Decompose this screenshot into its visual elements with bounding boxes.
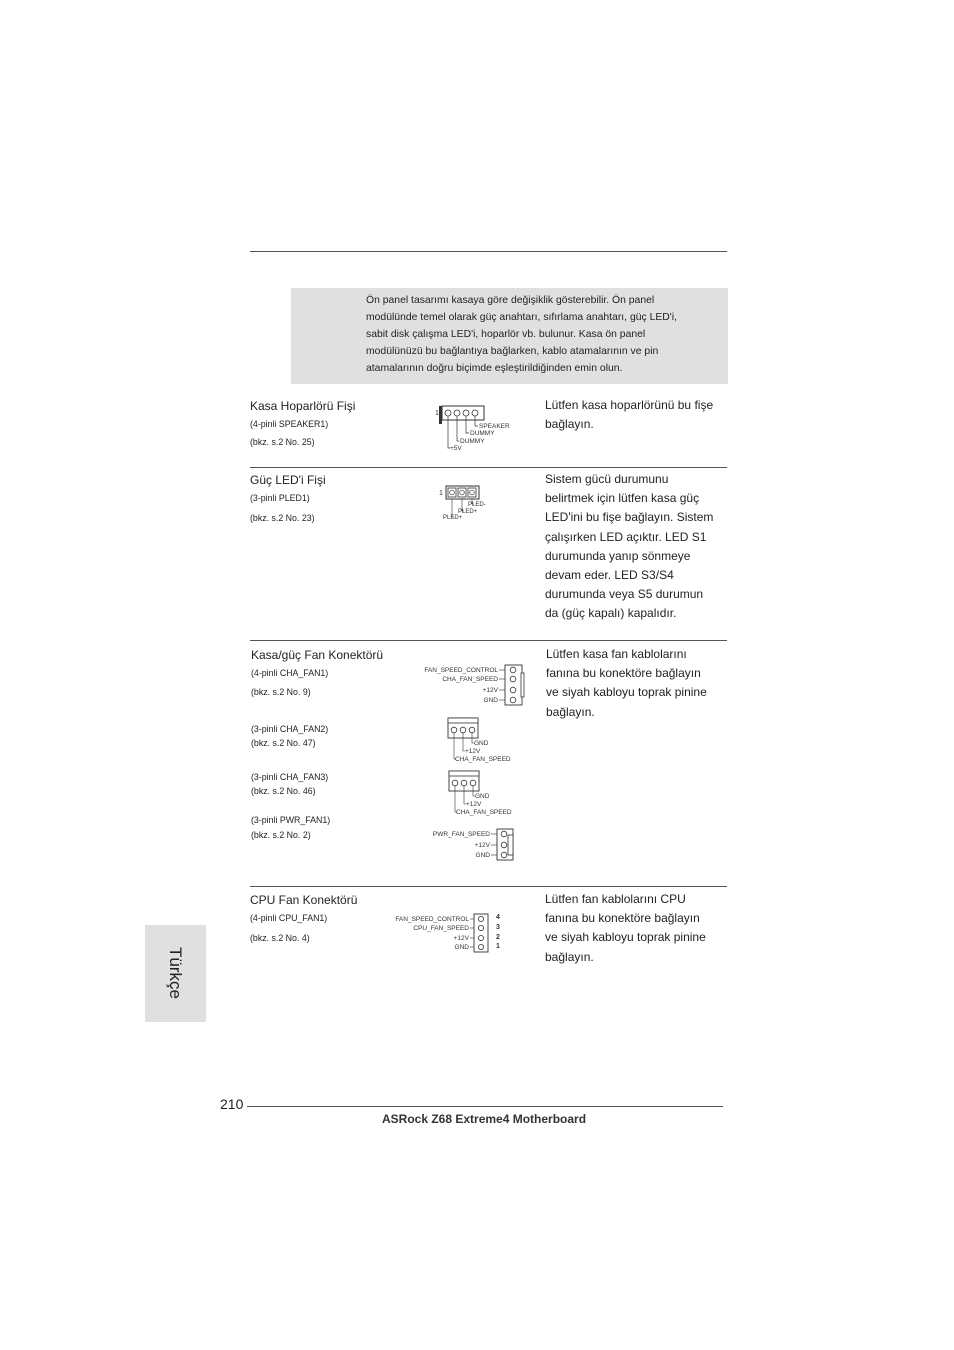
- pwrfan-pins: (3-pinli PWR_FAN1): [251, 815, 331, 825]
- pled-title: Güç LED'i Fişi: [250, 473, 326, 487]
- cpufan-desc: [545, 890, 706, 967]
- cpufan-ref: (bkz. s.2 No. 4): [250, 933, 310, 943]
- fan-header-key: [521, 673, 524, 697]
- fan-header: [474, 914, 488, 952]
- fan-header: [505, 665, 522, 705]
- pin-number: 4: [496, 914, 500, 921]
- pled-pin1-label: 1: [439, 490, 443, 497]
- top-rule: [250, 251, 727, 252]
- pled-pins: (3-pinli PLED1): [250, 493, 310, 503]
- pin-label: PLED+: [458, 509, 478, 515]
- section-rule: [250, 467, 727, 468]
- pin-label: CHA_FAN_SPEED: [442, 676, 498, 683]
- pled-desc: [545, 470, 713, 624]
- note-line: modülünde temel olarak güç anahtarı, sıfırlama anahtarı, güç LED'i,: [366, 311, 677, 323]
- pin-label: +5V: [450, 445, 462, 452]
- footer-product: ASRock Z68 Extreme4 Motherboard: [382, 1112, 587, 1126]
- speaker-ref: (bkz. s.2 No. 25): [250, 437, 315, 447]
- pin-label: SPEAKER: [479, 423, 510, 430]
- pled-desc-line: çalışırken LED açıktır. LED S1: [545, 529, 707, 544]
- pled-desc-line: devam eder. LED S3/S4: [545, 568, 674, 583]
- speaker-title: Kasa Hoparlörü Fişi: [250, 399, 356, 413]
- cpufan-connector-diagram: [385, 910, 510, 954]
- chafan3-ref: (bkz. s.2 No. 46): [251, 786, 316, 796]
- cpufan-desc-line: ve siyah kabloyu toprak pinine: [545, 930, 706, 945]
- pin-label: CHA_FAN_SPEED: [455, 756, 511, 763]
- chafan-desc-line: fanına bu konektöre bağlayın: [546, 666, 701, 681]
- lead-line: [448, 416, 450, 448]
- pin-label: FAN_SPEED_CONTROL: [424, 667, 498, 674]
- speaker-pin1-label: 1: [435, 410, 439, 417]
- pled-desc-line: belirtmek için lütfen kasa güç: [545, 491, 700, 506]
- pled-ref: (bkz. s.2 No. 23): [250, 513, 315, 523]
- pin-label: GND: [483, 697, 498, 704]
- section-rule: [250, 886, 727, 887]
- pin-label: PLED+: [443, 515, 463, 521]
- pin-label: +12V: [466, 801, 482, 808]
- pled-desc-line: LED'ini bu fişe bağlayın. Sistem: [545, 510, 714, 525]
- footer-rule: [247, 1106, 723, 1107]
- chafan-title: Kasa/güç Fan Konektörü: [251, 648, 384, 662]
- chafan2-pins: (3-pinli CHA_FAN2): [251, 724, 329, 734]
- speaker-pin1-bar: [439, 406, 442, 424]
- pin-number: 3: [496, 924, 500, 931]
- section-rule: [250, 640, 727, 641]
- pin-label: +12V: [474, 842, 490, 849]
- pin-label: FAN_SPEED_CONTROL: [395, 916, 469, 923]
- pwrfan-ref: (bkz. s.2 No. 2): [251, 830, 311, 840]
- pled-desc-line: durumunda veya S5 durumun: [545, 587, 704, 602]
- pled-connector-diagram: [436, 482, 496, 524]
- speaker-desc-line: Lütfen kasa hoparlörünü bu fişe: [545, 398, 714, 412]
- pin-label: DUMMY: [460, 438, 485, 445]
- pin-label: +12V: [453, 935, 469, 942]
- chafan2-connector-diagram: [444, 716, 520, 766]
- chafan1-ref: (bkz. s.2 No. 9): [251, 687, 311, 697]
- pin-label: +12V: [465, 748, 481, 755]
- speaker-pins: (4-pinli SPEAKER1): [250, 419, 329, 429]
- note-text: [366, 293, 716, 378]
- cpufan-desc-line: fanına bu konektöre bağlayın: [545, 911, 700, 926]
- pin-number: 2: [496, 934, 500, 941]
- chafan-desc-line: Lütfen kasa fan kablolarını: [546, 647, 687, 661]
- chafan3-connector-diagram: [445, 769, 521, 819]
- pin-label: GND: [475, 793, 490, 800]
- chafan-desc-line: ve siyah kabloyu toprak pinine: [546, 685, 707, 700]
- chafan-desc: [546, 645, 707, 722]
- pwrfan-connector-diagram: [420, 826, 520, 862]
- note-line: modülünüzü bu bağlantıya bağlarken, kablo atamalarının ve pin: [366, 345, 659, 357]
- cpufan-title: CPU Fan Konektörü: [250, 893, 358, 907]
- pin-label: GND: [475, 852, 490, 859]
- language-side-tab: [145, 925, 206, 1022]
- pled-desc-line: durumunda yanıp sönmeye: [545, 548, 691, 563]
- chafan3-pins: (3-pinli CHA_FAN3): [251, 772, 329, 782]
- pin-label: CHA_FAN_SPEED: [456, 809, 512, 816]
- cpufan-desc-line: Lütfen fan kablolarını CPU: [545, 892, 686, 906]
- fan-header-key: [448, 718, 478, 723]
- pled-desc-line: Sistem gücü durumunu: [545, 472, 669, 486]
- pin-label: GND: [474, 740, 489, 747]
- chafan1-pins: (4-pinli CHA_FAN1): [251, 668, 329, 678]
- chafan2-ref: (bkz. s.2 No. 47): [251, 738, 316, 748]
- pin-label: +12V: [482, 687, 498, 694]
- chafan-desc-line: bağlayın.: [546, 704, 595, 719]
- pin-number: 1: [496, 943, 500, 950]
- pled-desc-line: da (güç kapalı) kapalıdır.: [545, 606, 677, 621]
- note-line: Ön panel tasarımı kasaya göre değişiklik gösterebilir. Ön panel: [366, 295, 655, 306]
- pin-label: DUMMY: [470, 430, 495, 437]
- cpufan-pins: (4-pinli CPU_FAN1): [250, 913, 328, 923]
- fan-header-key: [449, 771, 479, 776]
- page-number: 210: [220, 1096, 244, 1112]
- fan-header-key: [508, 835, 513, 855]
- cpufan-desc-line: bağlayın.: [545, 949, 594, 964]
- speaker-desc: [545, 396, 713, 434]
- pin-label: PLED-: [468, 502, 486, 508]
- note-line: sabit disk çalışma LED'i, hoparlör vb. bulunur. Kasa ön panel: [366, 328, 646, 340]
- speaker-connector-diagram: [430, 402, 520, 456]
- chafan1-connector-diagram: [405, 661, 530, 707]
- pin-label: CPU_FAN_SPEED: [413, 925, 469, 932]
- pin-label: PWR_FAN_SPEED: [432, 831, 490, 838]
- pin-label: GND: [454, 944, 469, 951]
- speaker-desc-line: bağlayın.: [545, 417, 594, 432]
- note-line: atamalarının doğru biçimde eşleştirildiğinden emin olun.: [366, 362, 623, 374]
- language-label: Türkçe: [166, 947, 185, 999]
